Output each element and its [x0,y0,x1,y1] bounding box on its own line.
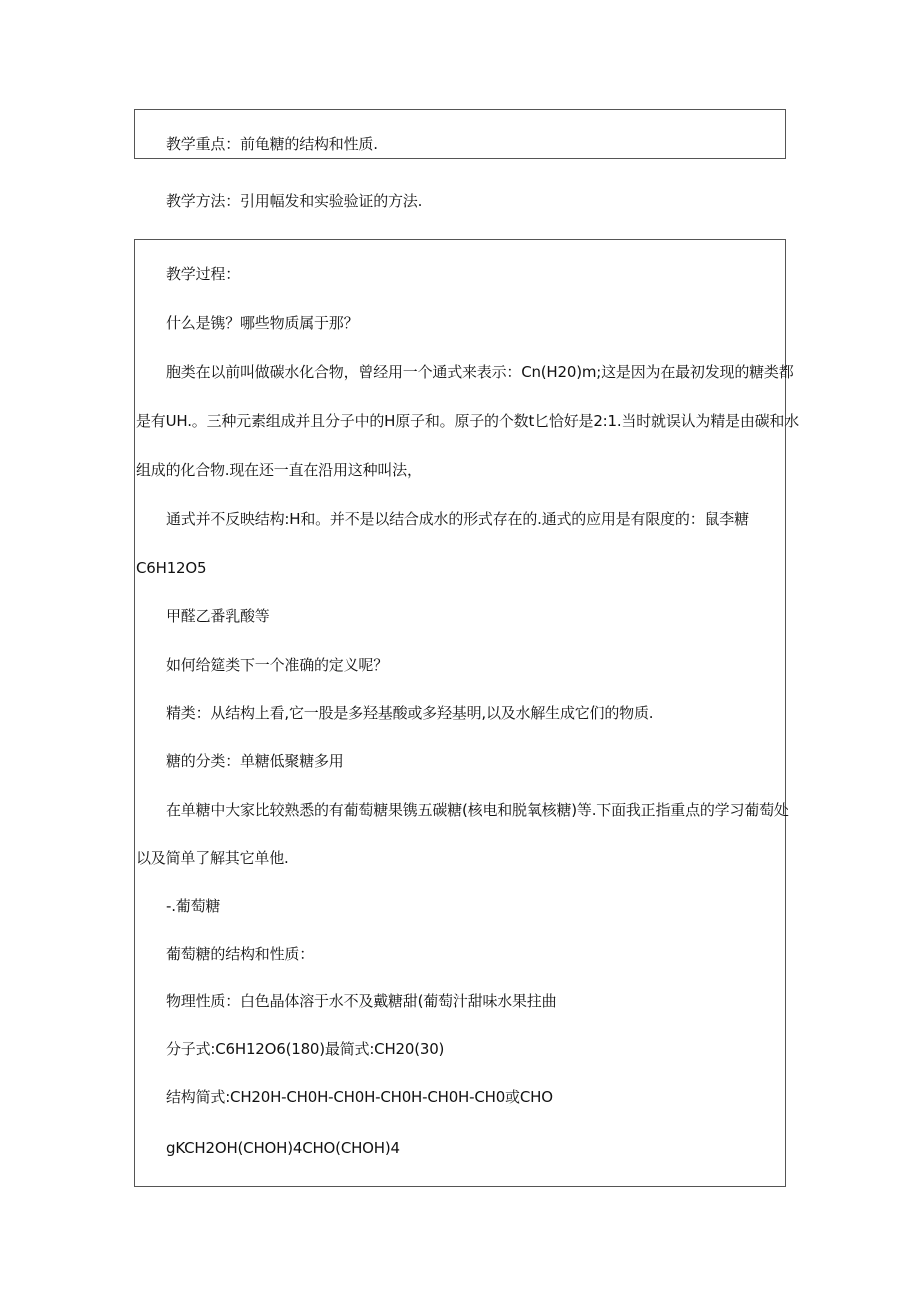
process-line: gKCH2OH(CHOH)4CHO(CHOH)4 [166,1139,400,1157]
process-line: 是有UH.。三种元素组成并且分子中的H原子和。原子的个数t匕恰好是2:1.当时就误认为精是由碳和水 [136,412,800,430]
process-line: 糖的分类：单糖低聚糖多用 [166,752,344,770]
process-line: 精类：从结构上看,它一股是多羟基酸或多羟基明,以及水解生成它们的物质. [166,704,654,722]
process-line: 物理性质：白色晶体溶于水不及戴糖甜(葡萄汁甜味水果拄曲 [166,992,557,1010]
process-line: -.葡萄糖 [166,897,221,915]
process-line: 什么是镌？哪些物质属于那？ [166,314,359,332]
process-line: 甲醛乙番乳酸等 [166,607,270,625]
process-line: 以及简单了解其它单他. [136,849,289,867]
key-point-text: 教学重点：前龟糖的结构和性质. [166,135,378,153]
process-heading: 教学过程： [166,265,241,283]
process-line: 葡萄糖的结构和性质： [166,945,315,963]
process-line: C6H12O5 [136,559,207,577]
process-line: 结构简式:CH20H-CH0H-CH0H-CH0H-CH0H-CH0或CHO [166,1088,553,1106]
process-line: 如何给筵类下一个准确的定义呢？ [166,656,389,674]
process-line: 组成的化合物.现在还一直在沿用这种叫法， [136,461,422,479]
method-text: 教学方法：引用幅发和实验验证的方法. [166,192,423,210]
process-line: 分子式:C6H12O6(180)最简式:CH20(30) [166,1040,445,1058]
process-line: 胞类在以前叫做碳水化合物，曾经用一个通式来表示：Cn(H20)m;这是因为在最初发现的糖类都 [166,363,794,381]
process-line: 在单糖中大家比较熟悉的有葡萄糖果镌五碳糖(核电和脱氧核糖)等.下面我正指重点的学习葡萄处 [166,801,789,819]
process-line: 通式并不反映结构:H和。并不是以结合成水的形式存在的.通式的应用是有限度的：鼠李糖 [166,510,749,528]
